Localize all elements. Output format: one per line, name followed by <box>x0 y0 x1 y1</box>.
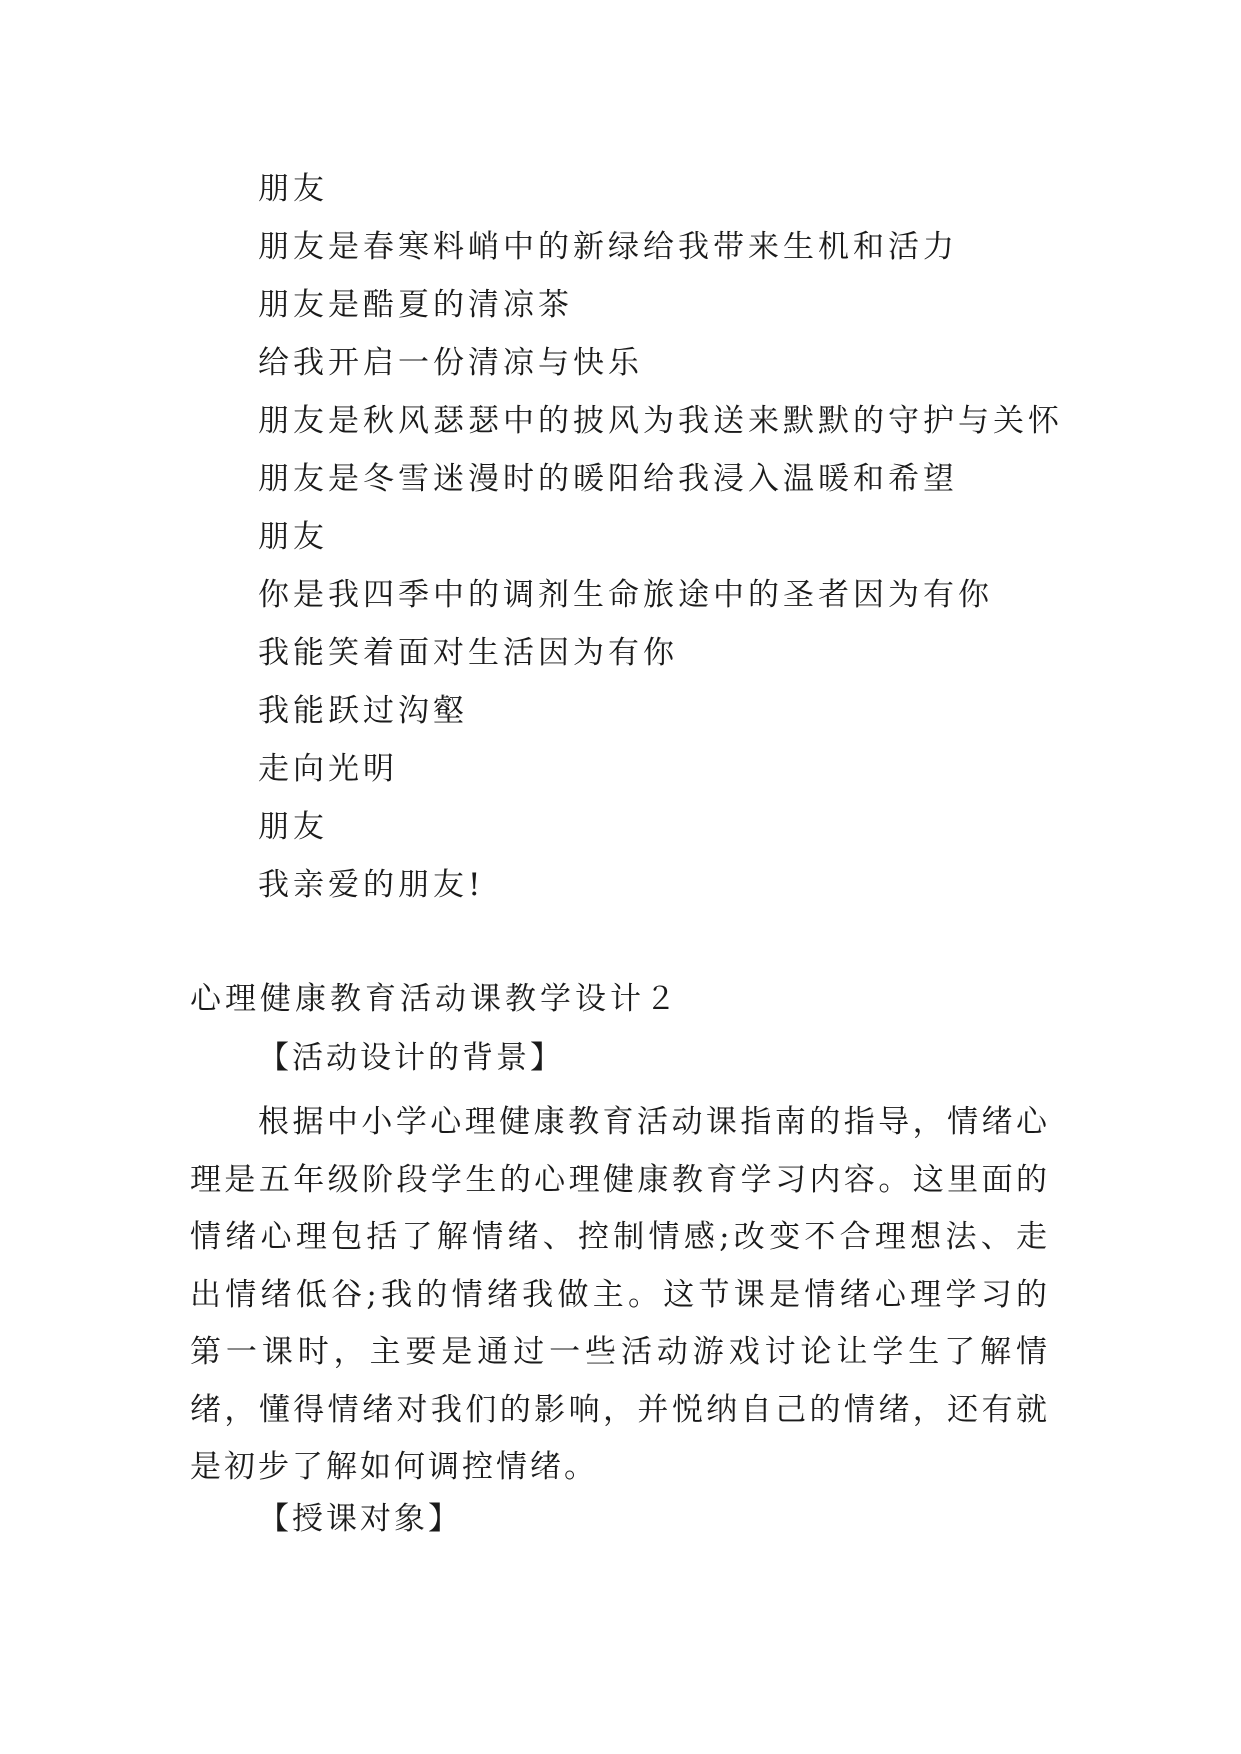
poem-line: 你是我四季中的调剂生命旅途中的圣者因为有你 <box>258 577 993 613</box>
poem <box>258 160 1158 914</box>
poem-line: 给我开启一份清凉与快乐 <box>258 345 643 381</box>
poem-line: 朋友 <box>258 519 328 555</box>
poem-line: 朋友是秋风瑟瑟中的披风为我送来默默的守护与关怀 <box>258 403 1063 439</box>
poem-line: 朋友是冬雪迷漫时的暖阳给我浸入温暖和希望 <box>258 461 958 497</box>
poem-line: 我亲爱的朋友! <box>258 867 485 903</box>
background-paragraph: 根据中小学心理健康教育活动课指南的指导，情绪心理是五年级阶段学生的心理健康教育学习内容。这里面的情绪心理包括了解情绪、控制情感;改变不合理想法、走出情绪低谷;我的情绪我做主。这节课是情绪心理学习的第一课时，主要是通过一些活动游戏讨论让学生了解情绪，懂得情绪对我们的影响，并悦纳自己的情绪，还有就是初步了解如何调控情绪。 <box>190 1104 1050 1485</box>
poem-line: 我能笑着面对生活因为有你 <box>258 635 678 671</box>
section-title: 心理健康教育活动课教学设计２ <box>190 981 680 1017</box>
poem-line: 朋友是春寒料峭中的新绿给我带来生机和活力 <box>258 229 958 265</box>
background-heading: 【活动设计的背景】 <box>258 1040 564 1076</box>
poem-line: 朋友 <box>258 809 328 845</box>
poem-line: 我能跃过沟壑 <box>258 693 468 729</box>
audience-heading: 【授课对象】 <box>258 1501 462 1537</box>
poem-line: 朋友是酷夏的清凉茶 <box>258 287 573 323</box>
poem-line: 走向光明 <box>258 751 398 787</box>
poem-line: 朋友 <box>258 171 328 207</box>
